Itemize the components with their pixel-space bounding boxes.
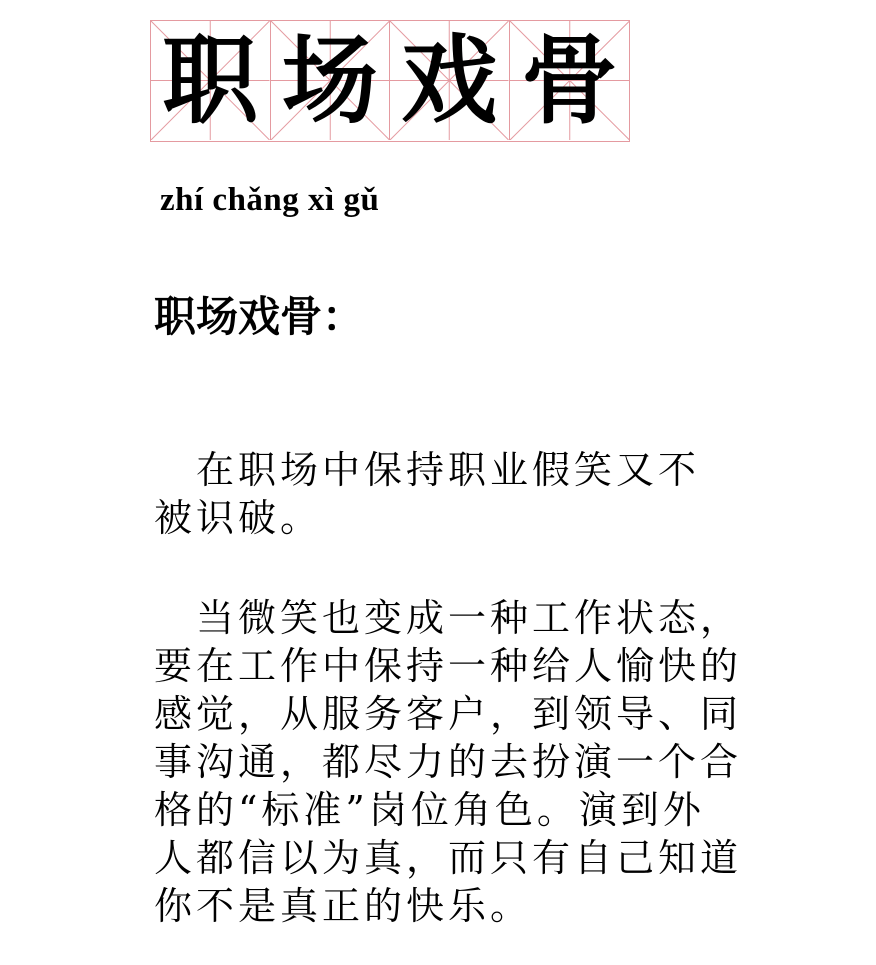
grid-cell (510, 21, 630, 140)
term-heading: 职场戏骨： (154, 292, 365, 341)
grid-cell (390, 21, 510, 140)
title-char: 戏 (401, 24, 498, 137)
title-char: 骨 (521, 24, 618, 137)
grid-cell (271, 21, 391, 140)
grid-cell (151, 21, 271, 140)
explanation-paragraph: 当微笑也变成一种工作状态， 要在工作中保持一种给人愉快的 感觉，从服务客户，到领导、同 事沟通，都尽力的去扮演一个合 格的“标准”岗位角色。演到外 人都信以为真，而只有自己知道 你不是真正的快乐。 (154, 596, 743, 928)
title-character-grid (150, 20, 630, 142)
pinyin-text: zhí chǎng xì gǔ (160, 182, 380, 218)
definition-paragraph: 在职场中保持职业假笑又不 被识破。 (154, 448, 701, 540)
title-char: 职 (162, 24, 259, 137)
title-char: 场 (281, 24, 378, 137)
